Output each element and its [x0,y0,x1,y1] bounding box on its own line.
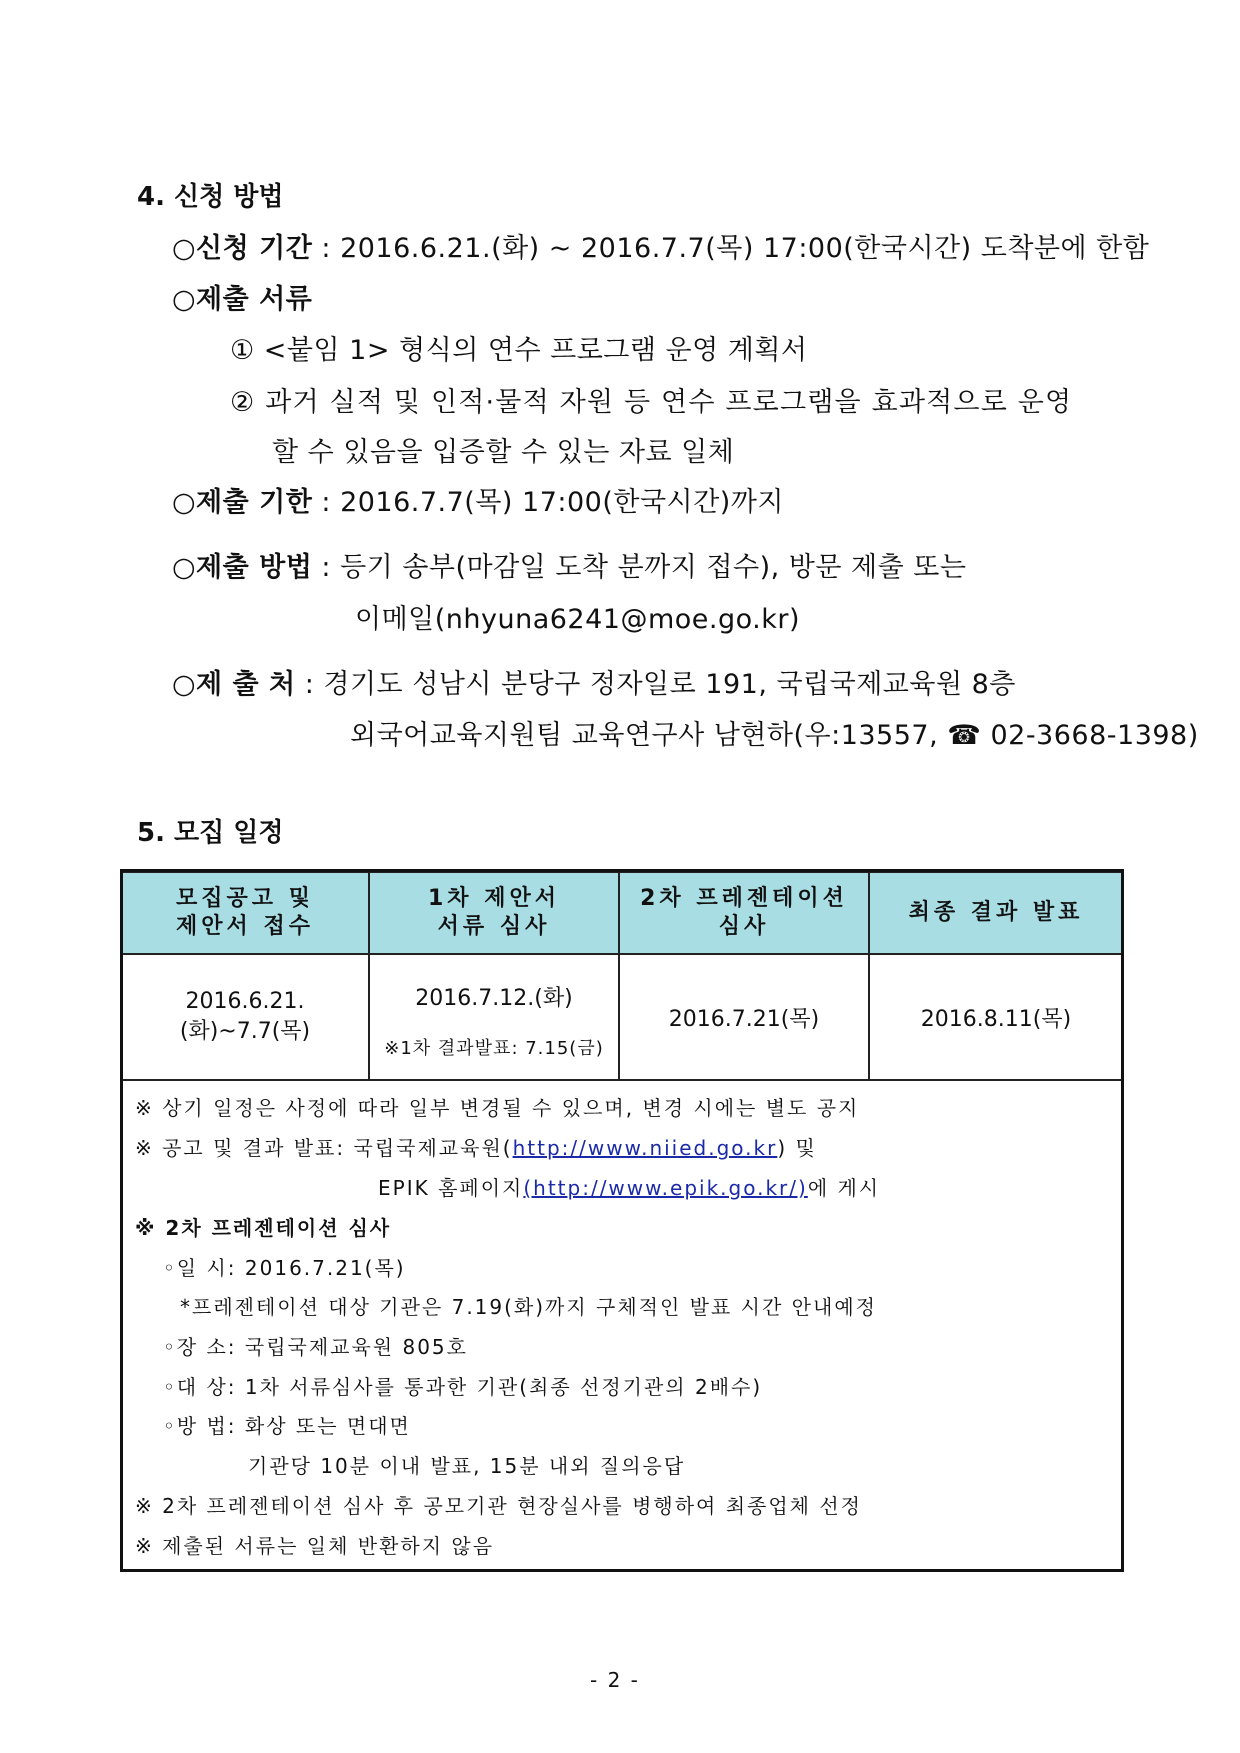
date-final-result: 2016.8.11(목) [869,954,1123,1080]
note-method: ◦방 법: 화상 또는 면대면 [163,1414,411,1438]
application-period-label: ○신청 기간 [172,233,313,264]
note-target: ◦대 상: 1차 서류심사를 통과한 기관(최종 선정기관의 2배수) [163,1375,763,1399]
submission-place-line1: : 경기도 성남시 분당구 정자일로 191, 국립국제교육원 8층 [304,669,1016,700]
note-announcement [135,1132,817,1161]
header-final-result: 최종 결과 발표 [869,872,1123,954]
application-period-value: : 2016.6.21.(화) ~ 2016.7.7(목) 17:00(한국시간) 도착분에 한함 [321,233,1150,264]
note-method-detail: 기관당 10분 이내 발표, 15분 내외 질의응답 [248,1454,686,1478]
submission-method-line1: : 등기 송부(마감일 도착 분까지 접수), 방문 제출 또는 [321,552,967,583]
date-announcement: 2016.6.21.(화)~7.7(목) [121,954,369,1080]
document-item-1: ① <붙임 1> 형식의 연수 프로그램 운영 계획서 [230,335,808,366]
date-first-review: 2016.7.12.(화) [415,985,573,1011]
note-datetime: ◦일 시: 2016.7.21(목) [163,1256,406,1280]
note-schedule-change: ※ 상기 일정은 사정에 따라 일부 변경될 수 있으며, 변경 시에는 별도 공지 [135,1096,860,1120]
section-5-title: 5. 모집 일정 [137,818,284,848]
page-number: - 2 - [590,1668,640,1692]
submission-place [172,662,1016,701]
note-presentation-time: *프레젠테이션 대상 기관은 7.19(화)까지 구체적인 발표 시간 안내예정 [180,1295,877,1319]
application-period [172,226,1149,265]
document-item-2: ② 과거 실적 및 인적·물적 자원 등 연수 프로그램을 효과적으로 운영 [230,387,1073,418]
header-announcement: 모집공고 및 제안서 접수 [121,872,369,954]
note-epik [378,1172,880,1201]
date-first-review-cell [369,954,619,1080]
deadline-value: : 2016.7.7(목) 17:00(한국시간)까지 [321,487,784,518]
niied-link[interactable]: http://www.niied.go.kr [512,1136,778,1160]
note-no-return: ※ 제출된 서류는 일체 반환하지 않음 [135,1534,495,1558]
document-item-2-cont: 할 수 있음을 입증할 수 있는 자료 일체 [272,437,735,468]
schedule-table [120,871,1124,1081]
submission-method-line2: 이메일(nhyuna6241@moe.go.kr) [355,604,801,635]
deadline [172,480,784,519]
first-result-note: ※1차 결과발표: 7.15(금) [384,1037,604,1059]
note-site-inspection: ※ 2차 프레젠테이션 심사 후 공모기관 현장실사를 병행하여 최종업체 선정 [135,1494,862,1518]
note-place: ◦장 소: 국립국제교육원 805호 [163,1335,468,1359]
submission-place-label: ○제 출 처 [172,669,296,700]
section-4-title: 4. 신청 방법 [137,182,284,212]
deadline-label: ○제출 기한 [172,487,313,518]
header-second-review: 2차 프레젠테이션 심사 [619,872,869,954]
submission-method [172,545,966,584]
date-second-review: 2016.7.21(목) [619,954,869,1080]
header-first-review: 1차 제안서 서류 심사 [369,872,619,954]
submission-place-line2: 외국어교육지원팀 교육연구사 남현하(우:13557, ☎ 02-3668-1398) [350,720,1199,751]
submission-method-label: ○제출 방법 [172,552,313,583]
schedule-dates-row [121,954,1123,1080]
note-announcement-suffix: ) 및 [777,1136,817,1160]
note-epik-text: EPIK 홈페이지 [378,1176,524,1200]
note-epik-suffix: 에 게시 [807,1176,881,1200]
note-second-review-title: ※ 2차 프레젠테이션 심사 [135,1216,392,1240]
note-announcement-text: ※ 공고 및 결과 발표: 국립국제교육원( [135,1136,513,1160]
schedule-header-row [121,872,1123,954]
documents-label: ○제출 서류 [172,284,313,315]
epik-link[interactable]: (http://www.epik.go.kr/) [523,1176,808,1200]
